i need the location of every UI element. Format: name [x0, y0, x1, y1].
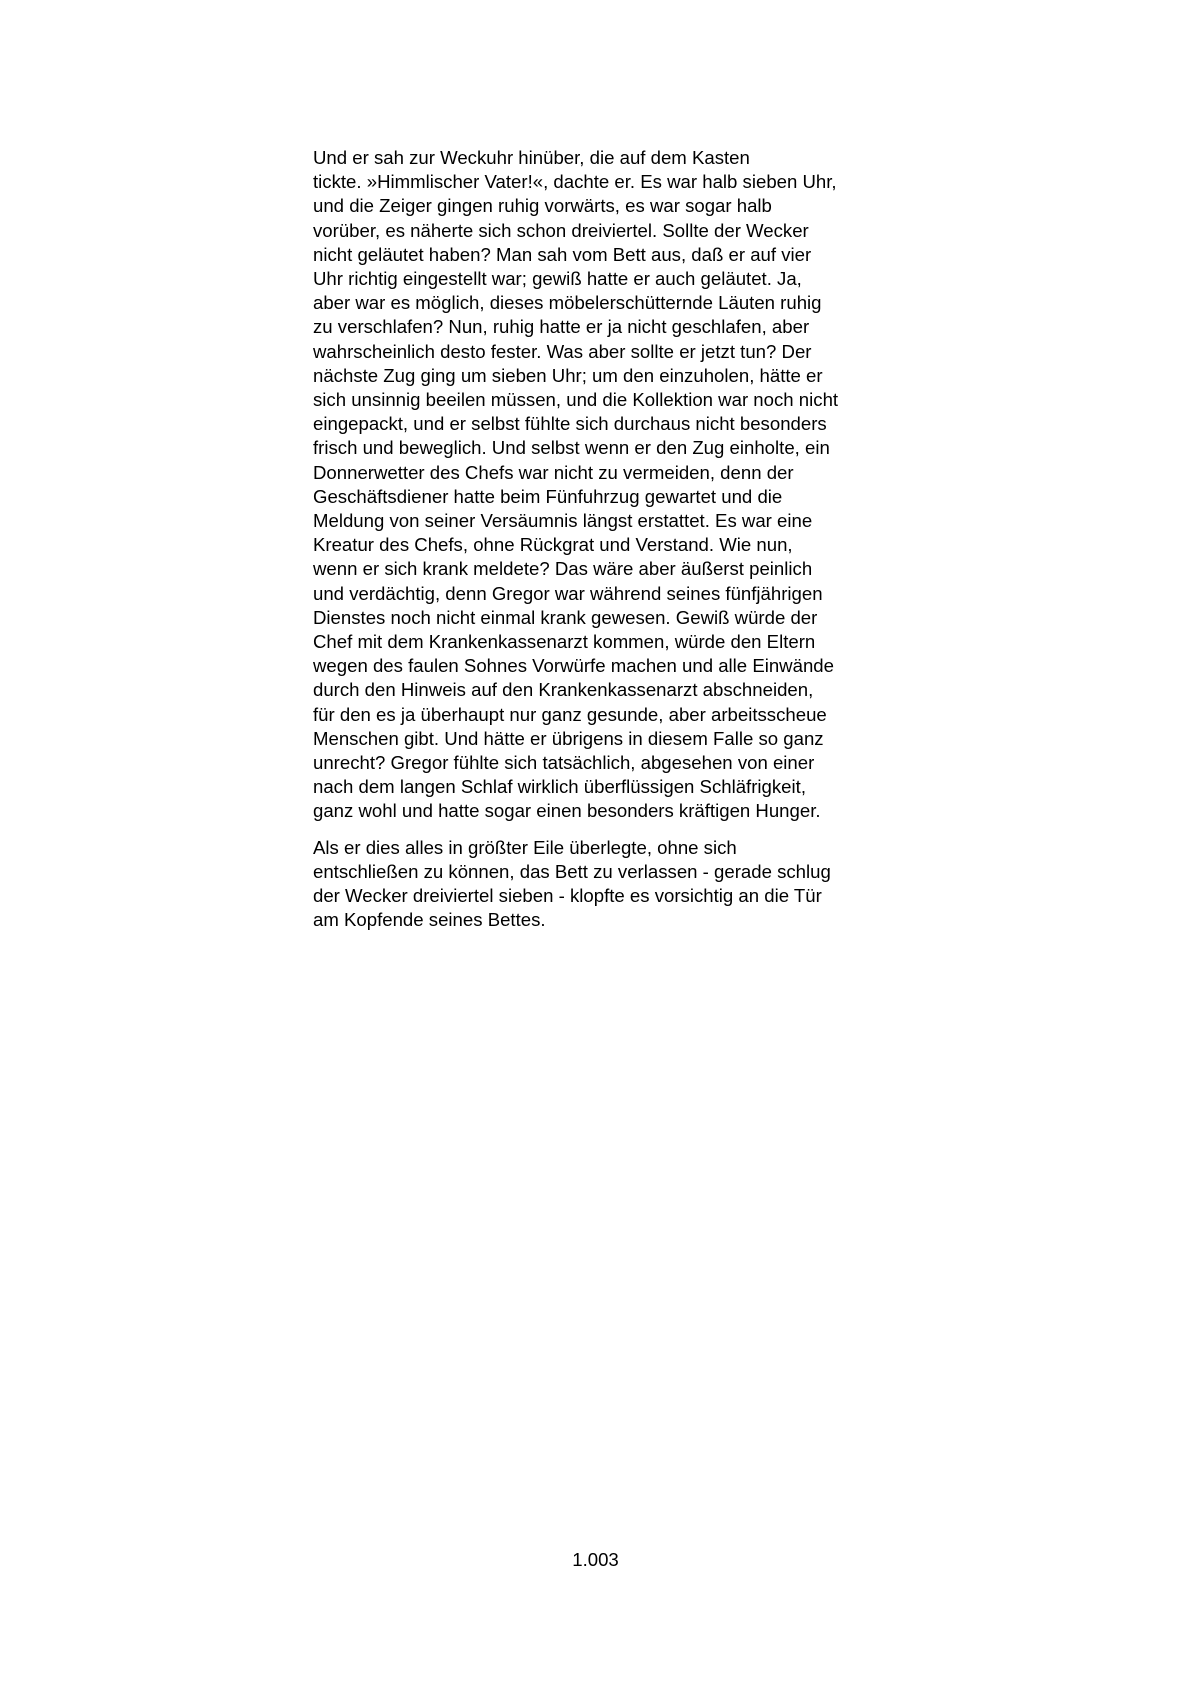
text-line: wahrscheinlich desto fester. Was aber sollte er jetzt tun? Der	[313, 340, 812, 362]
text-line: Als er dies alles in größter Eile überlegte, ohne sich	[313, 836, 737, 858]
text-line: frisch und beweglich. Und selbst wenn er den Zug einholte, ein	[313, 437, 830, 459]
text-line: sich unsinnig beeilen müssen, und die Kollektion war noch nicht	[313, 389, 839, 411]
text-line: nicht geläutet haben? Man sah vom Bett aus, daß er auf vier	[313, 243, 812, 265]
body-text	[313, 146, 891, 933]
text-line: und verdächtig, denn Gregor war während seines fünfjährigen	[313, 582, 823, 604]
text-line: eingepackt, und er selbst fühlte sich durchaus nicht besonders	[313, 413, 827, 435]
paragraph-2	[313, 836, 891, 933]
text-line: am Kopfende seines Bettes.	[313, 909, 546, 931]
paragraph-1	[313, 146, 891, 824]
text-line: und die Zeiger gingen ruhig vorwärts, es war sogar halb	[313, 195, 772, 217]
text-line: unrecht? Gregor fühlte sich tatsächlich, abgesehen von einer	[313, 752, 815, 774]
text-line: Dienstes noch nicht einmal krank gewesen. Gewiß würde der	[313, 606, 818, 628]
text-line: aber war es möglich, dieses möbelerschütternde Läuten ruhig	[313, 292, 822, 314]
text-line: wegen des faulen Sohnes Vorwürfe machen und alle Einwände	[313, 655, 834, 677]
text-line: Kreatur des Chefs, ohne Rückgrat und Verstand. Wie nun,	[313, 534, 793, 556]
text-line: entschließen zu können, das Bett zu verlassen - gerade schlug	[313, 860, 831, 882]
paragraph-spacer	[313, 824, 891, 836]
text-line: der Wecker dreiviertel sieben - klopfte es vorsichtig an die Tür	[313, 885, 822, 907]
text-line: wenn er sich krank meldete? Das wäre aber äußerst peinlich	[313, 558, 813, 580]
page-number: 1.003	[572, 1549, 619, 1570]
text-line: Geschäftsdiener hatte beim Fünfuhrzug gewartet und die	[313, 485, 783, 507]
text-line: zu verschlafen? Nun, ruhig hatte er ja nicht geschlafen, aber	[313, 316, 810, 338]
text-line: nach dem langen Schlaf wirklich überflüssigen Schläfrigkeit,	[313, 776, 806, 798]
text-line: vorüber, es näherte sich schon dreiviertel. Sollte der Wecker	[313, 219, 809, 241]
text-line: Menschen gibt. Und hätte er übrigens in diesem Falle so ganz	[313, 727, 824, 749]
text-line: nächste Zug ging um sieben Uhr; um den einzuholen, hätte er	[313, 364, 823, 386]
text-line: ganz wohl und hatte sogar einen besonders kräftigen Hunger.	[313, 800, 821, 822]
text-line: tickte. »Himmlischer Vater!«, dachte er. Es war halb sieben Uhr,	[313, 171, 837, 193]
text-line: Meldung von seiner Versäumnis längst erstattet. Es war eine	[313, 510, 813, 532]
text-line: für den es ja überhaupt nur ganz gesunde, aber arbeitsscheue	[313, 703, 827, 725]
text-line: durch den Hinweis auf den Krankenkassenarzt abschneiden,	[313, 679, 814, 701]
text-line: Uhr richtig eingestellt war; gewiß hatte er auch geläutet. Ja,	[313, 268, 802, 290]
text-line: Donnerwetter des Chefs war nicht zu vermeiden, denn der	[313, 461, 794, 483]
text-line: Und er sah zur Weckuhr hinüber, die auf dem Kasten	[313, 147, 750, 168]
text-line: Chef mit dem Krankenkassenarzt kommen, würde den Eltern	[313, 631, 816, 653]
